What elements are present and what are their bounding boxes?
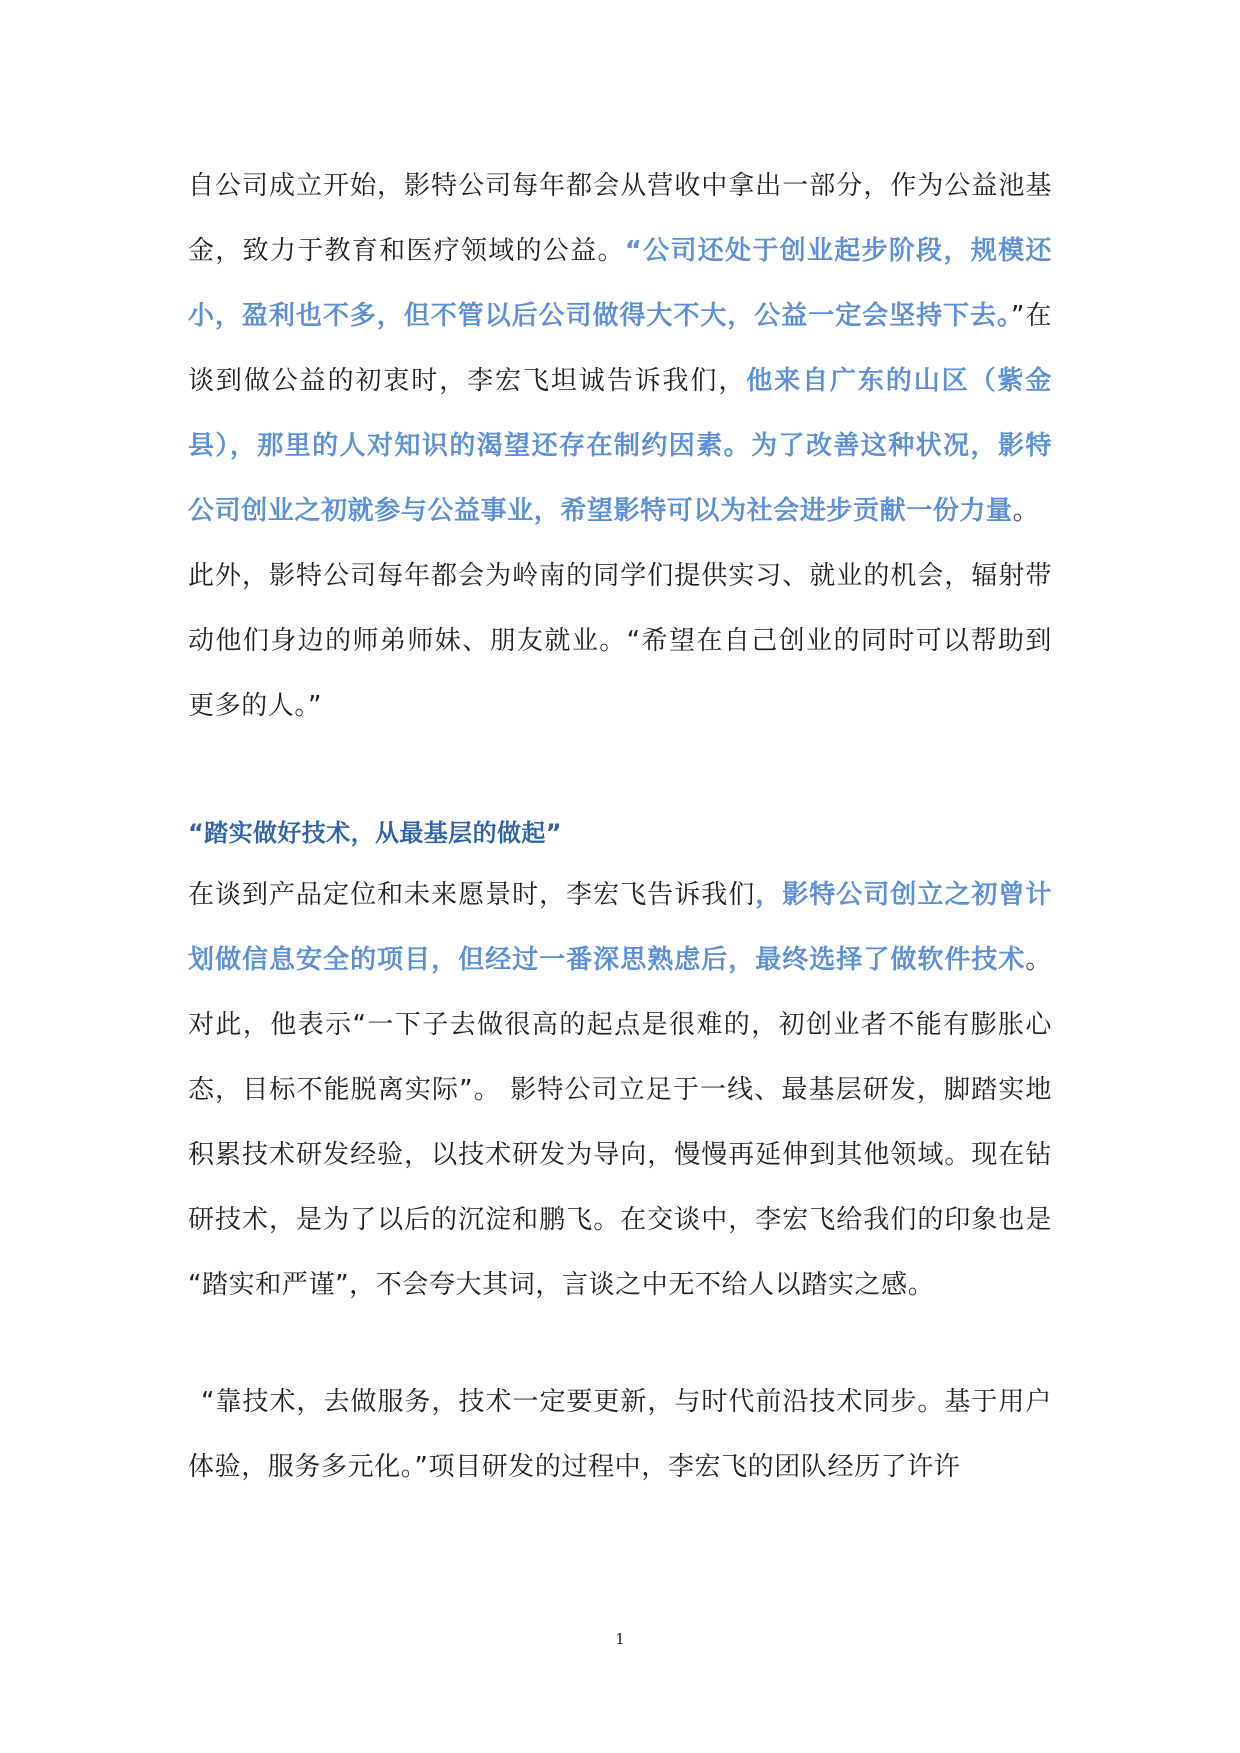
paragraph-positioning <box>188 863 1052 1318</box>
charity-origin-emphasis: 他来自广东的山区（紫金县），那里的人对知识的渴望还存在制约因素。为了改善这种状况，影特公司创业之初就参与公益事业，希望影特可以为社会进步贡献一份力量 <box>188 366 1052 526</box>
positioning-emphasis: ，影特公司创立之初曾计划做信息安全的项目，但经过一番深思熟虑后，最终选择了做软件技术 <box>188 880 1052 975</box>
section-heading: “踏实做好技术，从最基层的做起” <box>188 819 562 847</box>
charity-intro-text: 自公司成立开始，影特公司每年都会从营收中拿出一部分，作为公益池基金，致力于教育和医疗领域的公益。 <box>188 171 1052 266</box>
positioning-intro-text: 在谈到产品定位和未来愿景时，李宏飞告诉我们 <box>188 880 756 910</box>
positioning-body-text: 。对此，他表示“一下子去做很高的起点是很难的，初创业者不能有膨胀心态，目标不能脱离实际”。 影特公司立足于一线、最基层研发，脚踏实地积累技术研发经验，以技术研发为导向，慢慢再延伸到其他领域。现在钻研技术，是为了以后的沉淀和鹏飞。在交谈中，李宏飞给我们的印象也是 “踏实和严谨”，不会夸大其词，言谈之中无不给人以踏实之感。 <box>188 945 1052 1300</box>
paragraph-internship: 此外，影特公司每年都会为岭南的同学们提供实习、就业的机会，辐射带动他们身边的师弟师妹、朋友就业。“希望在自己创业的同时可以帮助到更多的人。” <box>188 561 1052 721</box>
charity-end-text: 。 <box>1012 496 1040 526</box>
paragraph-charity <box>188 154 1052 544</box>
charity-context-text: ”在谈到做公益的初衷时，李宏飞坦诚告诉我们， <box>188 301 1053 396</box>
charity-quote-emphasis: “公司还处于创业起步阶段，规模还小，盈利也不多，但不管以后公司做得大不大，公益一定会坚持下去。 <box>188 236 1052 331</box>
page-number: 1 <box>615 1630 625 1648</box>
paragraph-service: “靠技术，去做服务，技术一定要更新，与时代前沿技术同步。基于用户体验，服务多元化。”项目研发的过程中，李宏飞的团队经历了许许 <box>188 1387 1052 1482</box>
article-body <box>188 154 1052 1500</box>
section-spacer <box>188 739 1052 803</box>
paragraph-spacer <box>188 1318 1052 1370</box>
